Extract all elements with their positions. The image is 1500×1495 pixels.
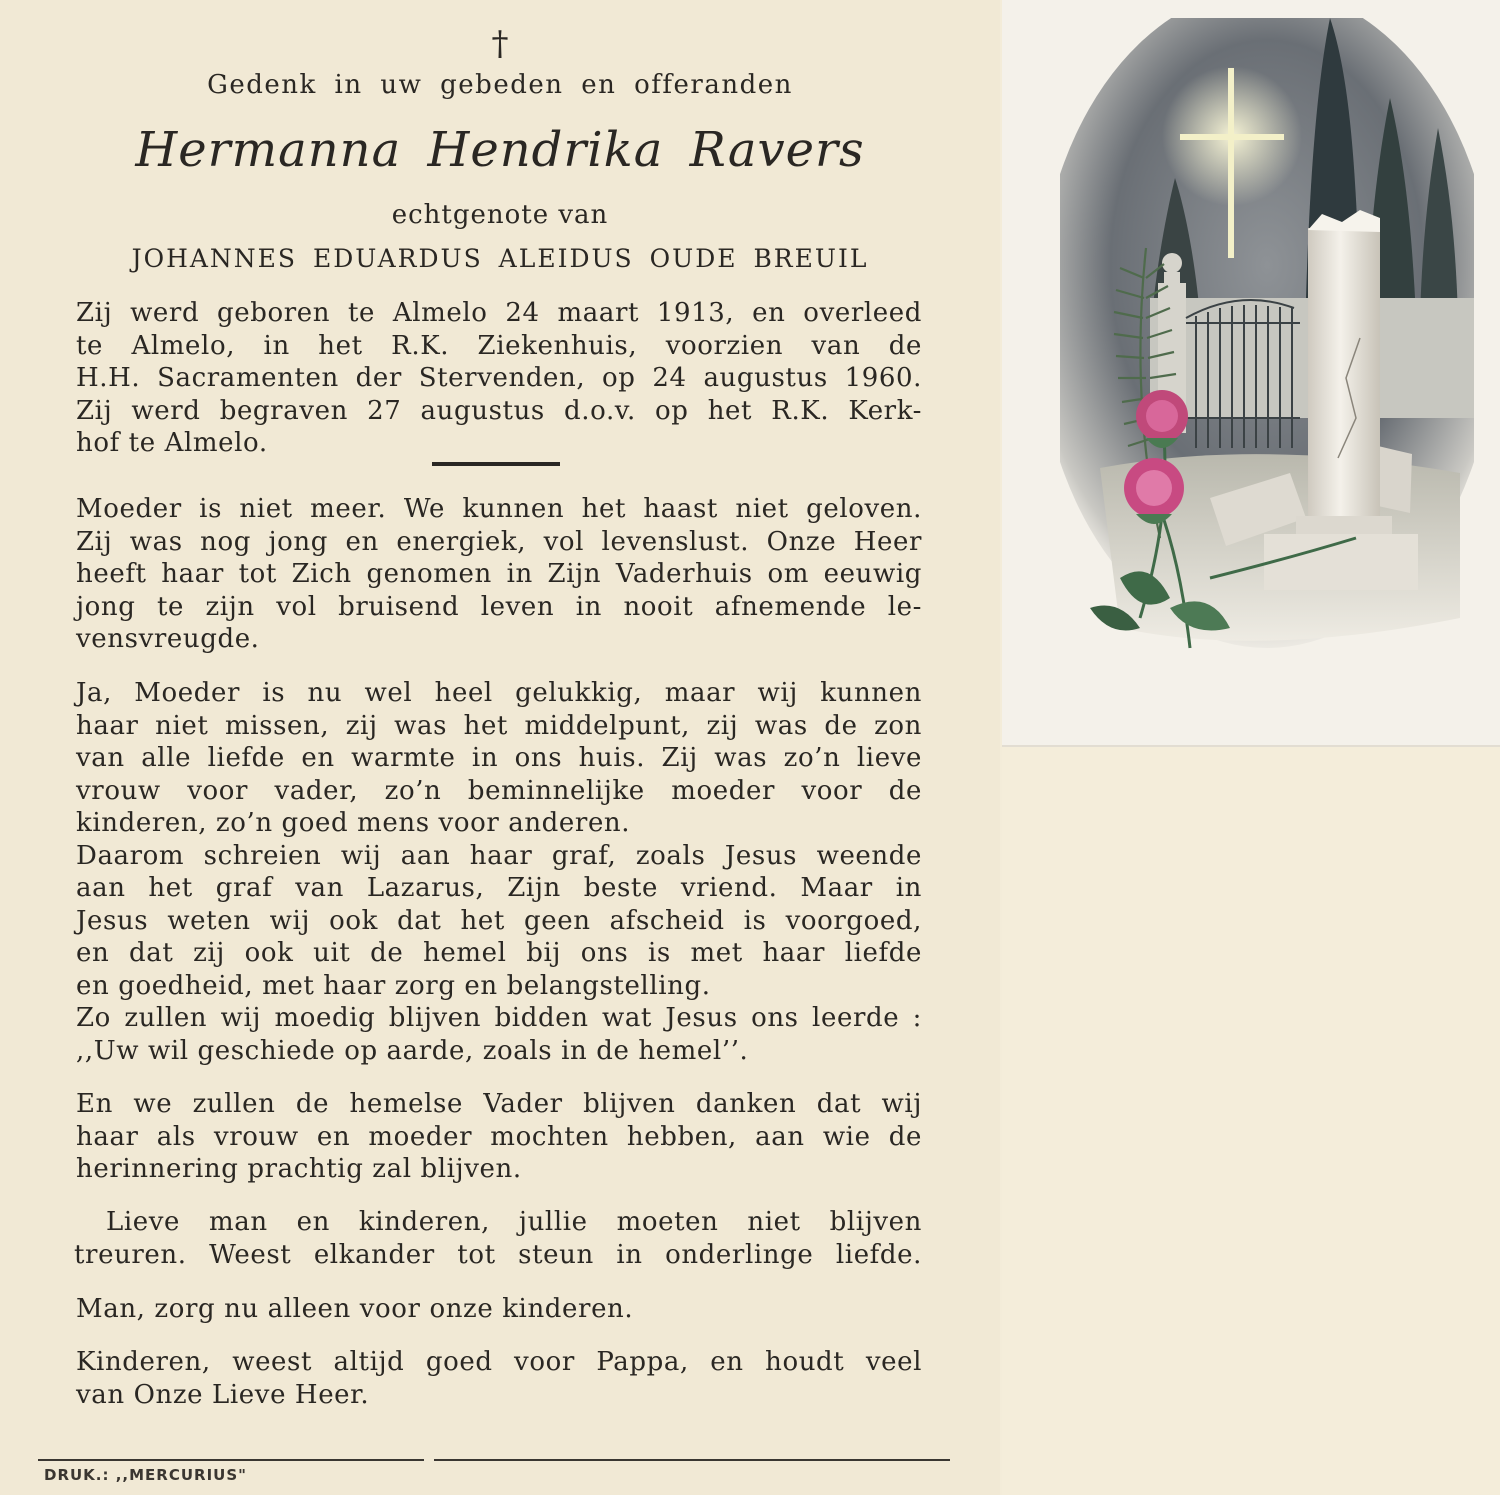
text-line: van alle liefde en warmte in ons huis. Zij was zo’n lieve: [76, 743, 922, 773]
text-line: Ja, Moeder is nu wel heel gelukkig, maar wij kunnen: [76, 678, 922, 708]
deceased-name: Hermanna Hendrika Ravers: [135, 122, 865, 178]
text-line: Zij werd begraven 27 augustus d.o.v. op het R.K. Kerk-: [76, 395, 922, 426]
text-line: heeft haar tot Zich genomen in Zijn Vaderhuis om eeuwig: [76, 559, 922, 589]
memorial-image-panel: [1002, 0, 1500, 747]
text-line: Jesus weten wij ook dat het geen afscheid is voorgoed,: [76, 905, 922, 936]
text-line: ,,Uw wil geschiede op aarde, zoals in de hemel’’.: [76, 1035, 749, 1066]
text-line: en dat zij ook uit de hemel bij ons is met haar liefde: [76, 938, 922, 968]
blank-area: [1002, 747, 1500, 1495]
text-line: jong te zijn vol bruisend leven in nooit afnemende le-: [76, 591, 922, 622]
paragraph-gelukkig: [76, 677, 922, 1067]
text-line: Zij was nog jong en energiek, vol levenslust. Onze Heer: [76, 526, 922, 557]
paragraph-kinderen: [76, 1346, 922, 1411]
text-line: Zo zullen wij moedig blijven bidden wat Jesus ons leerde :: [76, 1003, 922, 1033]
printer-imprint: DRUK.: ,,MERCURIUS": [44, 1466, 247, 1484]
paragraph-moeder: [76, 493, 922, 656]
text-line: treuren. Weest elkander tot steun in onderlinge liefde.: [74, 1239, 922, 1270]
text-line: En we zullen de hemelse Vader blijven danken dat wij: [76, 1089, 922, 1119]
paragraph-man-zorg: [76, 1293, 922, 1326]
section-divider: [432, 462, 560, 466]
spouse-label: echtgenote van: [391, 200, 609, 230]
paragraph-biography: [76, 297, 922, 460]
text-line: kinderen, zo’n goed mens voor anderen.: [76, 808, 631, 838]
spouse-name: JOHANNES EDUARDUS ALEIDUS OUDE BREUIL: [131, 244, 869, 273]
invocation-line: Gedenk in uw gebeden en offeranden: [207, 70, 793, 100]
column-base: [1296, 516, 1392, 534]
text-line: haar niet missen, zij was het middelpunt, zij was de zon: [76, 710, 922, 741]
text-line: van Onze Lieve Heer.: [76, 1379, 370, 1410]
text-line: vensvreugde.: [76, 624, 260, 654]
text-line: haar als vrouw en moeder mochten hebben, aan wie de: [76, 1121, 922, 1152]
footer-rule-left: [38, 1459, 424, 1461]
fallen-stone: [1378, 446, 1412, 513]
footer-rule-right: [434, 1459, 950, 1461]
column-shaft: [1308, 228, 1380, 518]
text-line: Daarom schreien wij aan haar graf, zoals Jesus weende: [76, 840, 922, 871]
paragraph-danken: [76, 1088, 922, 1186]
memorial-illustration: [1060, 18, 1474, 658]
text-line: vrouw voor vader, zo’n beminnelijke moeder voor de: [76, 775, 922, 806]
text-line: Moeder is niet meer. We kunnen het haast niet geloven.: [76, 494, 922, 524]
text-line: aan het graf van Lazarus, Zijn beste vriend. Maar in: [76, 873, 922, 903]
pillar-finial: [1162, 253, 1182, 273]
text-line: Lieve man en kinderen, jullie moeten niet blijven: [106, 1207, 922, 1237]
cross-vertical: [1228, 68, 1234, 258]
cross-horizontal: [1180, 134, 1284, 140]
text-line: Man, zorg nu alleen voor onze kinderen.: [76, 1294, 634, 1324]
paragraph-lieve-man: [74, 1206, 922, 1271]
text-line: hof te Almelo.: [76, 428, 268, 458]
cross-icon: †: [491, 24, 509, 64]
text-line: en goedheid, met haar zorg en belangstelling.: [76, 970, 711, 1001]
text-line: H.H. Sacramenten der Stervenden, op 24 augustus 1960.: [76, 363, 922, 393]
text-line: Kinderen, weest altijd goed voor Pappa, en houdt veel: [76, 1347, 922, 1377]
text-line: te Almelo, in het R.K. Ziekenhuis, voorzien van de: [76, 330, 922, 361]
text-line: Zij werd geboren te Almelo 24 maart 1913, en overleed: [76, 298, 922, 328]
text-line: herinnering prachtig zal blijven.: [76, 1154, 522, 1184]
